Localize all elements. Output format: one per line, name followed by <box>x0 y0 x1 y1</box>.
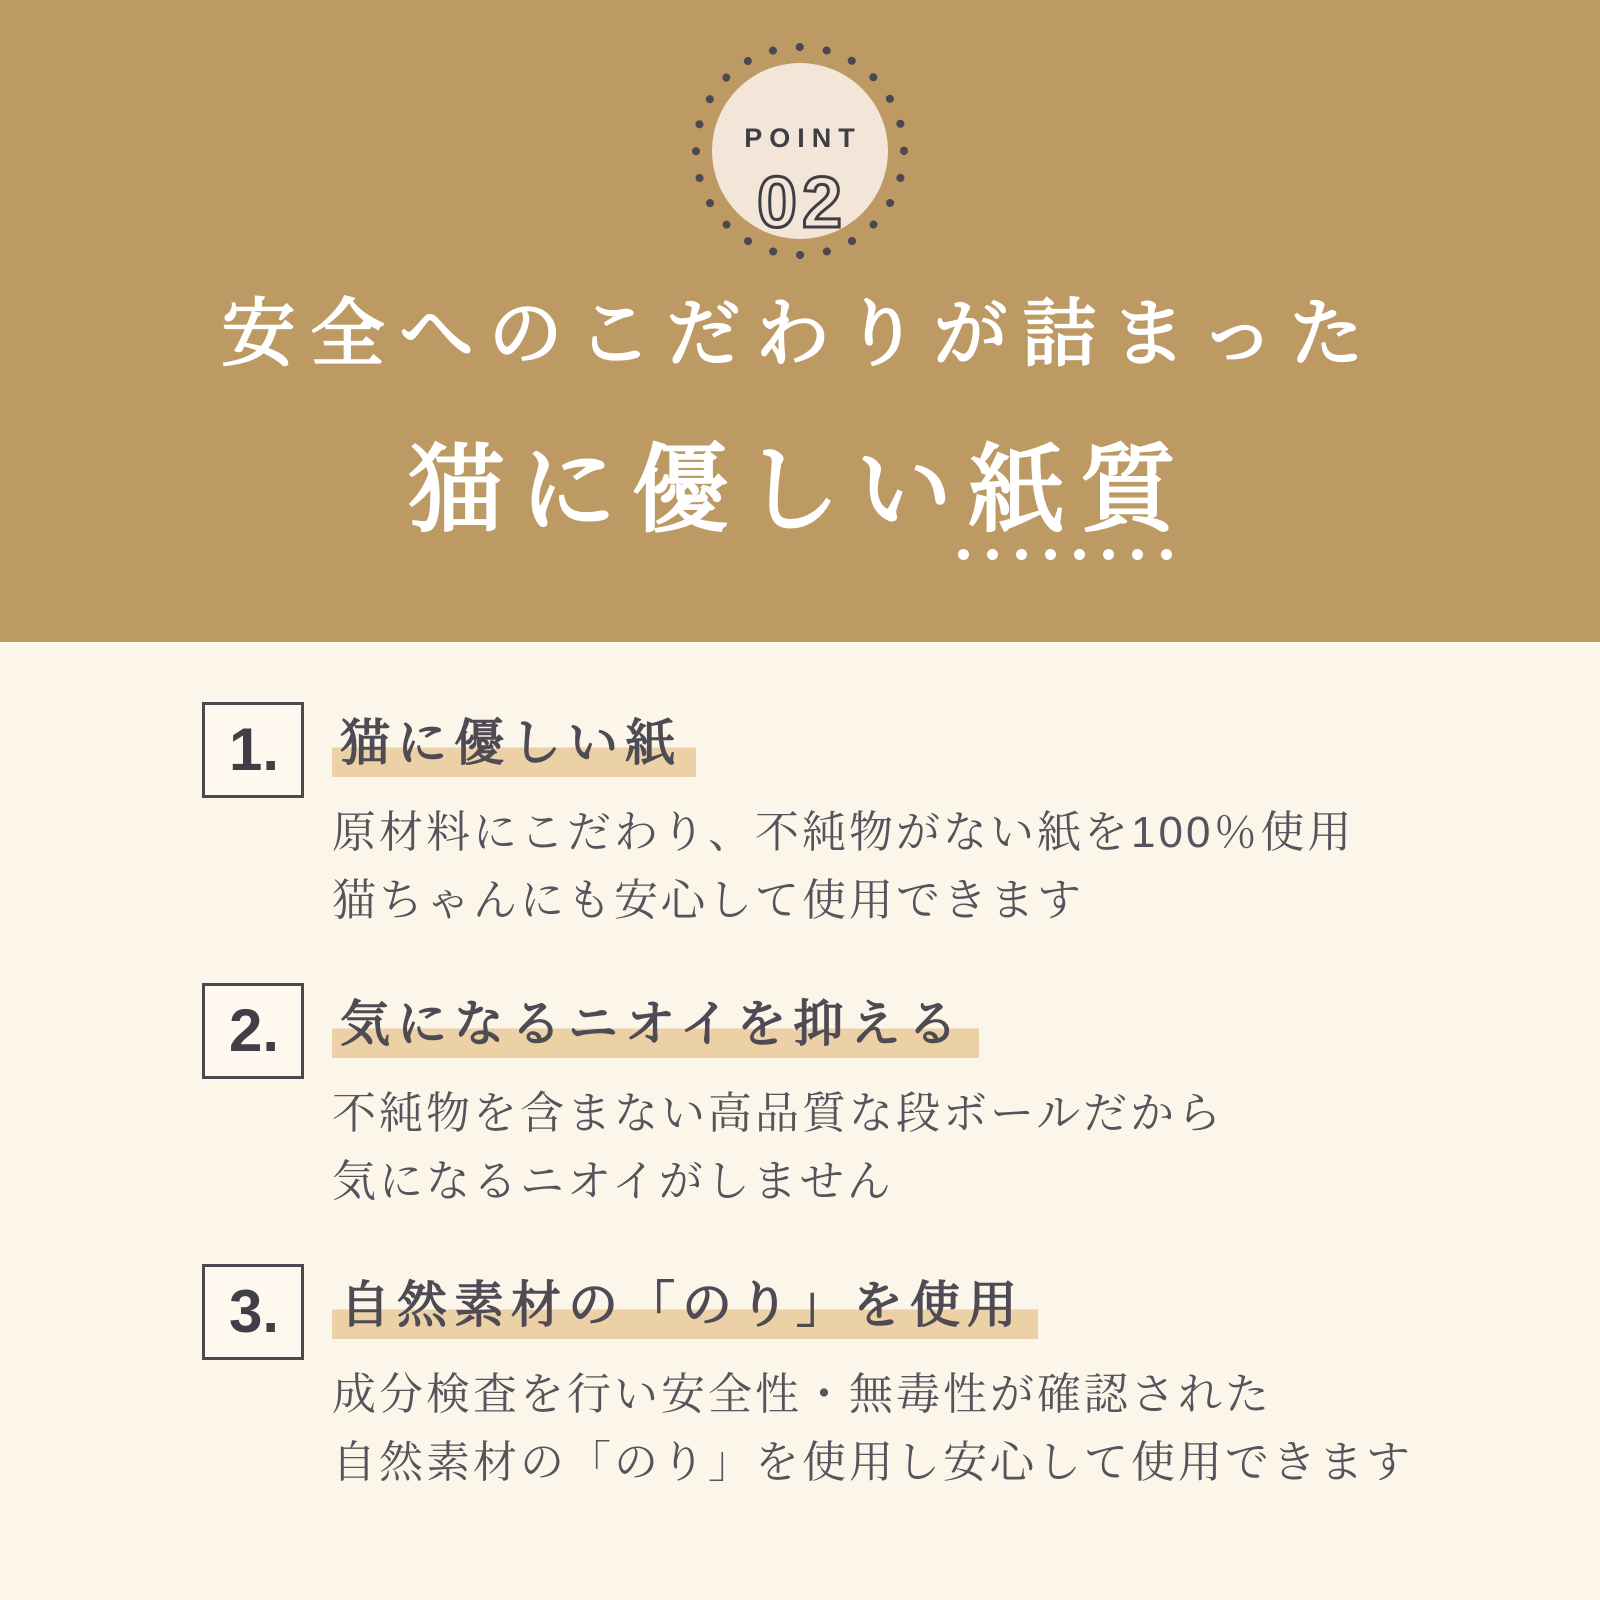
point-body-2 <box>332 1080 1480 1216</box>
point-row-3 <box>202 1264 1480 1497</box>
point-row-2 <box>202 983 1480 1216</box>
point-body-line: 気になるニオイがしません <box>332 1157 894 1206</box>
underline-dot <box>1016 549 1027 560</box>
point-body-line: 不純物を含まない高品質な段ボールだから <box>332 1089 1225 1138</box>
underline-dot <box>987 549 998 560</box>
point-title-3: 自然素材の「のり」を使用 <box>332 1278 1038 1339</box>
underline-dot <box>1132 549 1143 560</box>
points-section <box>0 642 1600 1497</box>
hero-title-line1: 安全へのこだわりが詰まった <box>221 292 1379 375</box>
underline-dot <box>1045 549 1056 560</box>
point-title-2: 気になるニオイを抑える <box>332 997 979 1058</box>
badge-label: POINT <box>744 123 862 153</box>
point-content-1 <box>332 702 1480 935</box>
point-number-box-3 <box>202 1264 304 1360</box>
point-body-line: 原材料にこだわり、不純物がない紙を100％使用 <box>332 808 1355 857</box>
hero-title-line2: 猫に優しい紙質 <box>408 437 1192 544</box>
point-badge <box>0 0 1600 261</box>
underline-dot <box>1103 549 1114 560</box>
point-body-1 <box>332 799 1480 935</box>
point-content-2 <box>332 983 1480 1216</box>
badge-number: 02 <box>756 163 848 243</box>
underline-dot <box>1161 549 1172 560</box>
point-body-line: 自然素材の「のり」を使用し安心して使用できます <box>332 1438 1413 1487</box>
point-number-box-1 <box>202 702 304 798</box>
point-number: 2. <box>228 997 280 1064</box>
point-row-1 <box>202 702 1480 935</box>
point-body-line: 猫ちゃんにも安心して使用できます <box>332 876 1084 925</box>
point-number-box-2 <box>202 983 304 1079</box>
point-title-1: 猫に優しい紙 <box>332 716 696 777</box>
underline-dot <box>1074 549 1085 560</box>
point-number: 1. <box>228 716 280 783</box>
point-body-3 <box>332 1361 1480 1497</box>
point-content-3 <box>332 1264 1480 1497</box>
hero-section <box>0 0 1600 642</box>
point-badge-icon <box>690 41 910 261</box>
point-body-line: 成分検査を行い安全性・無毒性が確認された <box>332 1370 1272 1419</box>
dotted-underline-decoration <box>958 549 1172 560</box>
point-number: 3. <box>228 1278 280 1345</box>
underline-dot <box>958 549 969 560</box>
